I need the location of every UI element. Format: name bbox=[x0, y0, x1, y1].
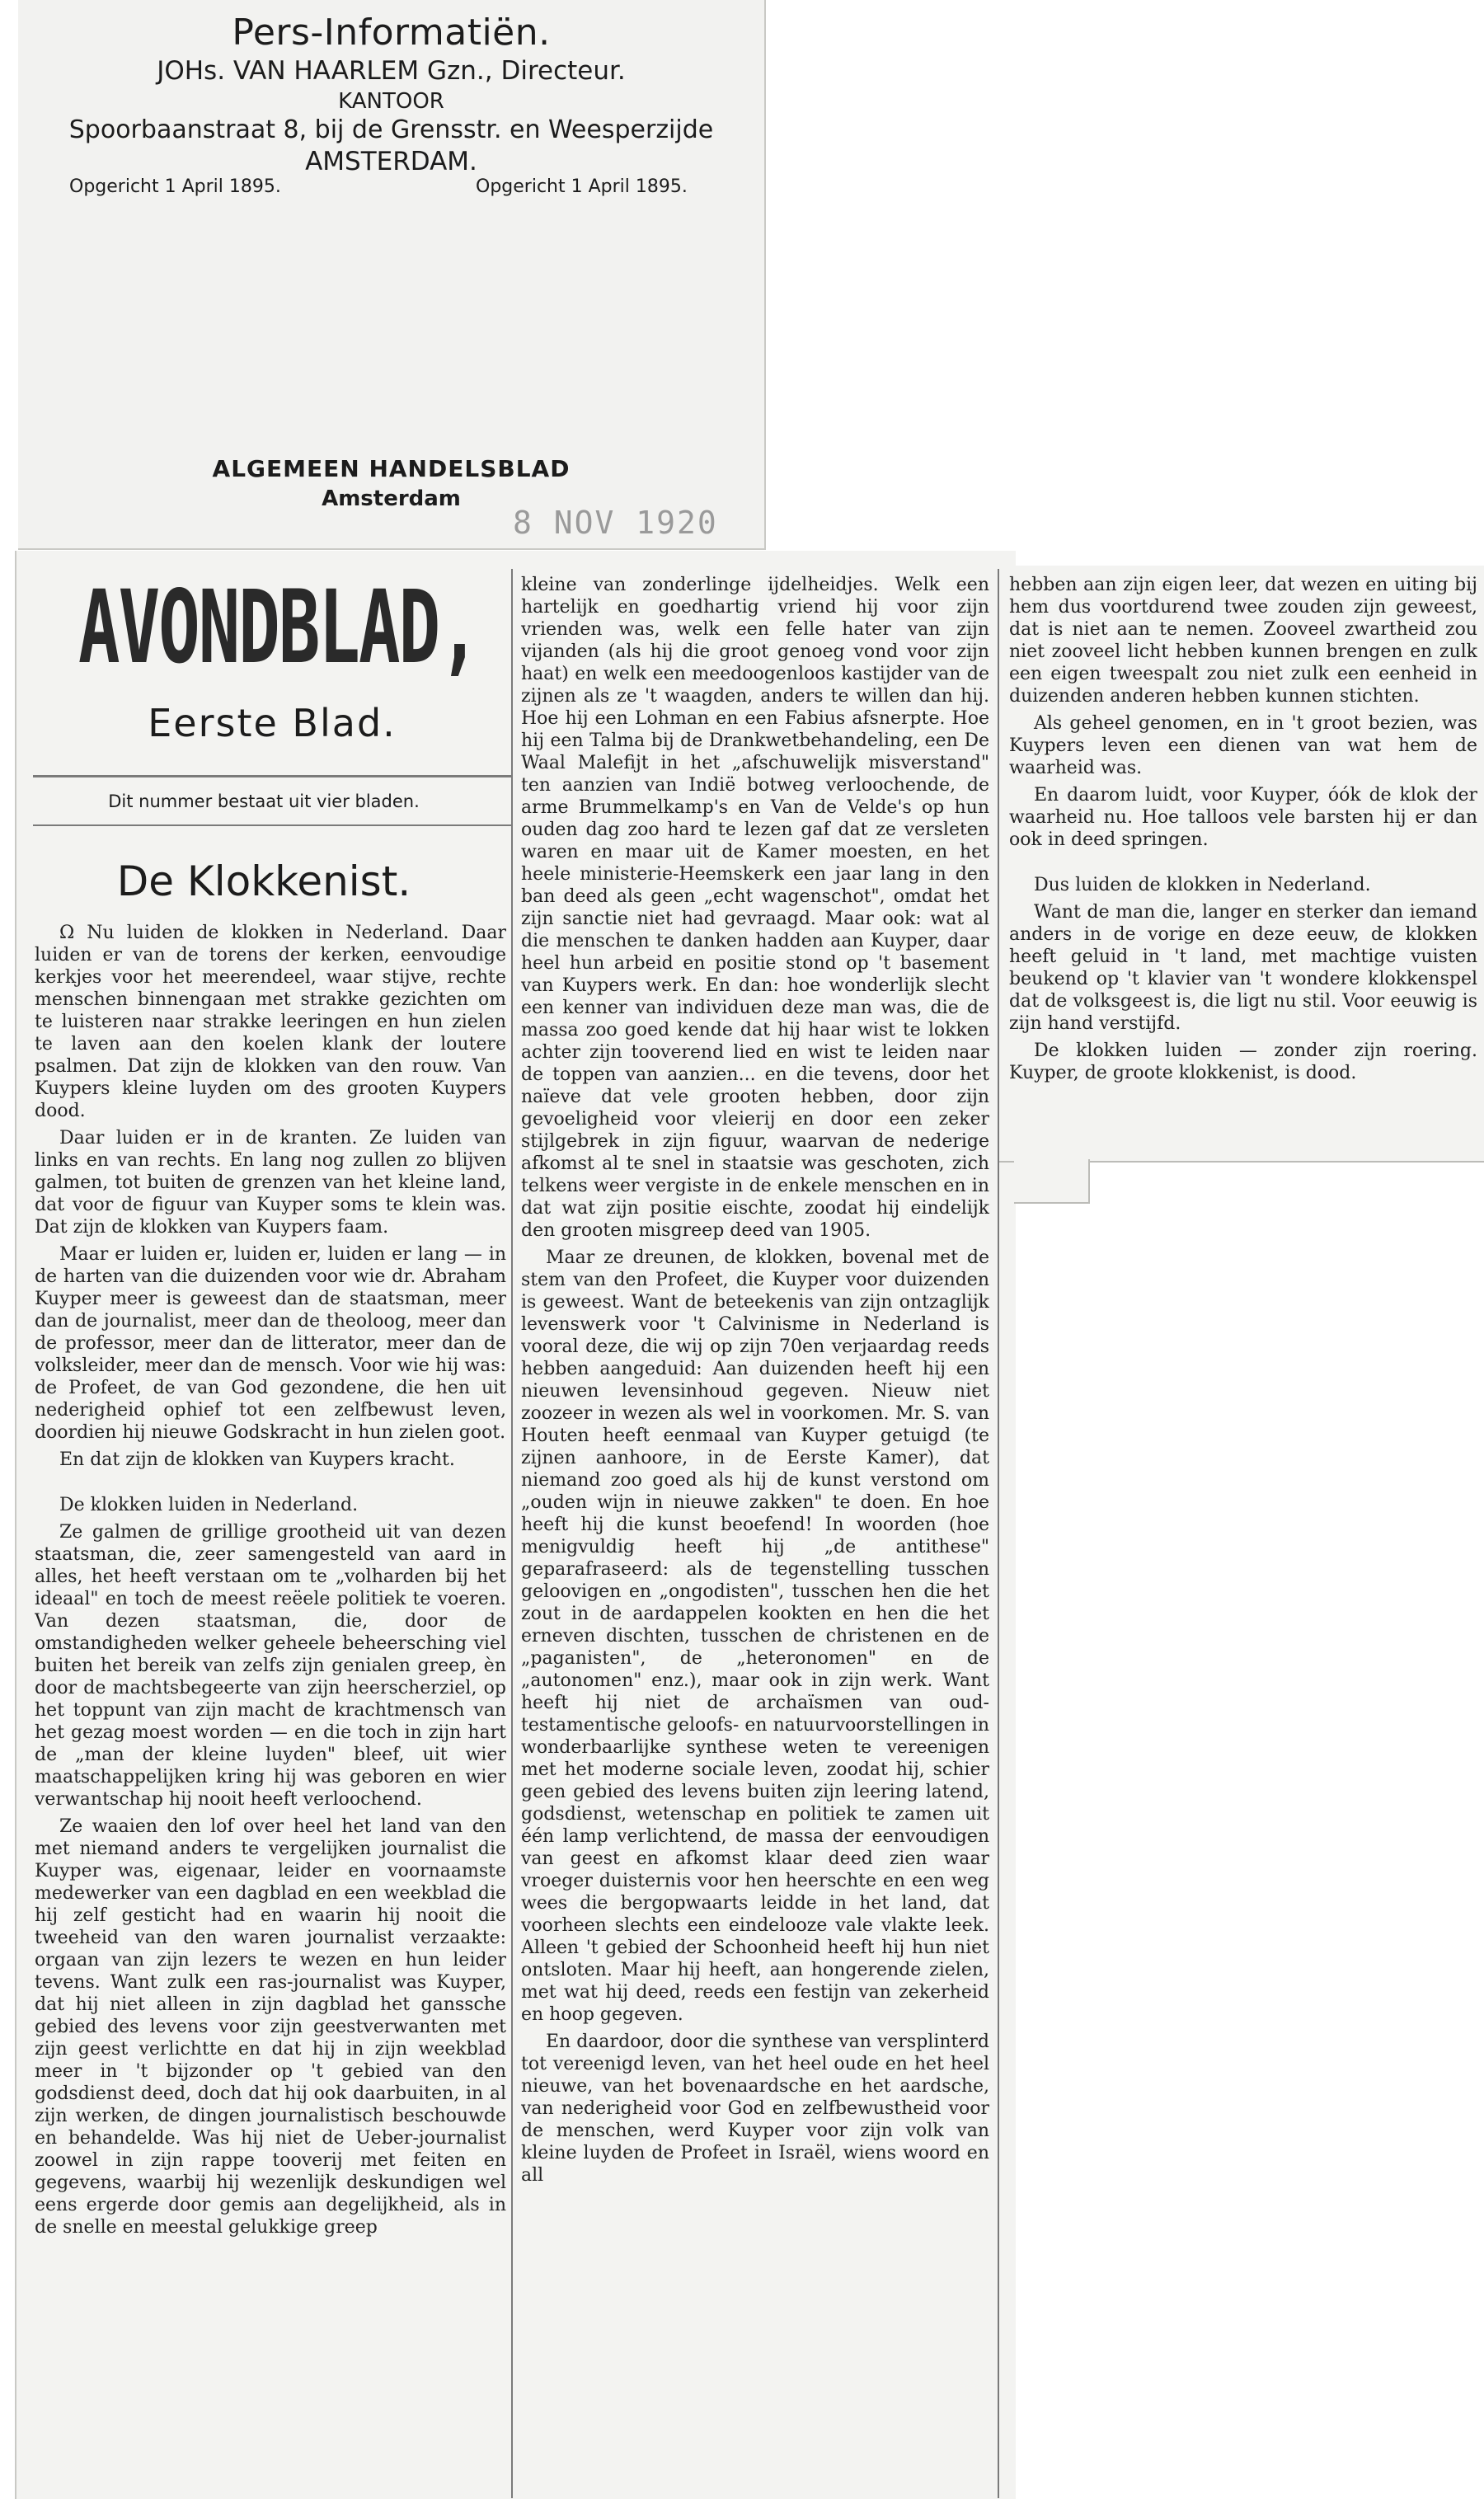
paragraph: hebben aan zijn eigen leer, dat wezen en uiting bij hem dus voortdurend twee zouden zijn geweest, dat is niet aan te nemen. Zooveel zwartheid zou niet zooveel licht hebben kunnen brengen en zulk een eigen tweespalt zou niet zulk een eenheid in duizenden anderen hebben kunnen stichten. bbox=[1009, 575, 1477, 707]
article-column-2 bbox=[521, 574, 989, 2497]
agency-director: JOHs. VAN HAARLEM Gzn., Directeur. bbox=[157, 56, 626, 86]
paragraph: Daar luiden er in de kranten. Ze luiden van links en van rechts. En lang nog zullen zo blijven galmen, tot buiten de grenzen van het kleine land, dat voor de figuur van Kuyper soms te klein was. Dat zijn de klokken van Kuypers faam. bbox=[35, 1128, 506, 1238]
agency-city: AMSTERDAM. bbox=[305, 147, 477, 176]
paragraph: Want de man die, langer en sterker dan iemand anders in de vorige en deze eeuw, de klokken heeft geluid in 't land, met machtige vuisten beukend op 't klavier van 't wondere klokkenspel dat de volksgeest is, die ligt nu stil. Voor eeuwig is zijn hand verstijfd. bbox=[1009, 902, 1477, 1034]
edition-label: Eerste Blad. bbox=[148, 701, 397, 745]
masthead-rule-bottom bbox=[33, 824, 511, 826]
article-column-1 bbox=[35, 922, 506, 2497]
paragraph: Ze galmen de grillige grootheid uit van dezen staatsman, die, zeer samengesteld van aard in alles, het heeft verstaan om te „volharden bij het ideaal" en toch de meest reëele politiek te voeren. Van dezen staatsman, die, door de omstandigheden welker geheele beheersching viel buiten het bereik van zelfs zijn genialen greep, èn door de machtsbegeerte van zijn heerscherziel, op het toppunt van zijn macht de krachtmensch van het gezag moest worden — en die toch in zijn hart de „man der kleine luyden" bleef, uit wier maatschappelijken kring hij was geboren en wier verwantschap hij nooit heeft verloochend. bbox=[35, 1522, 506, 1810]
paragraph: En daardoor, door die synthese van versplinterd tot vereenigd leven, van het heel oude en het heel nieuwe, van het bovenaardsche en het aardsche, van nederigheid voor God en zelfbewustheid voor de menschen, werd Kuyper voor zijn volk van kleine luyden de Profeet in Israël, wiens woord en all bbox=[521, 2032, 989, 2186]
paragraph: Als geheel genomen, en in 't groot bezien, was Kuypers leven een dienen van wat hem de waarheid was. bbox=[1009, 713, 1477, 778]
date-stamp: 8 NOV 1920 bbox=[513, 505, 718, 541]
paragraph: Maar er luiden er, luiden er, luiden er lang — in de harten van die duizenden voor wie dr. Abraham Kuyper meer is geweest dan de staatsman, meer dan de journalist, meer dan de theoloog, meer dan de professor, meer dan de litterator, meer dan de volksleider, meer dan de mensch. Voor wie hij was: de Profeet, de van God gezondene, die hen uit nederigheid ophief tot een zelfbewust leven, doordien hij nieuwe Godskracht in hun zielen goot. bbox=[35, 1244, 506, 1443]
paragraph: En daarom luidt, voor Kuyper, óók de klok der waarheid nu. Hoe talloos vele barsten hij er dan ook in deed springen. bbox=[1009, 785, 1477, 850]
column-divider-1 bbox=[511, 569, 513, 2498]
source-newspaper: ALGEMEEN HANDELSBLAD bbox=[212, 455, 571, 482]
paragraph: De klokken luiden — zonder zijn roering. Kuyper, de groote klokkenist, is dood. bbox=[1009, 1040, 1477, 1083]
agency-address: Spoorbaanstraat 8, bij de Grensstr. en Weesperzijde bbox=[68, 115, 714, 144]
source-city: Amsterdam bbox=[322, 486, 461, 511]
paragraph: Ze waaien den lof over heel het land van den met niemand anders te vergelijken journalist die Kuyper was, eigenaar, leider en voornaamste medewerker van een dagblad en een weekblad die hij zelf gesticht had en waarin hij nooit die tweeheid van den waren journalist verzaakte: orgaan van zijn lezers te wezen en hun leider tevens. Want zulk een ras-journalist was Kuyper, dat hij niet alleen in zijn dagblad het ganssche gebied des levens voor zijn geestverwanten met zijn geest verlichtte en dat hij in zijn weekblad meer in 't bijzonder op 't gebied van den godsdienst deed, doch dat hij ook daarbuiten, in al zijn werken, de dingen journalistisch beschouwde en behandelde. Was hij niet de Ueber-journalist zoowel in zijn rappe tooverij met feiten en gegevens, waarbij hij wezenlijk deskundigen wel eens ergerde door gemis aan degelijkheid, als in de snelle en meestal gelukkige greep bbox=[35, 1816, 506, 2238]
issue-note: Dit nummer bestaat uit vier bladen. bbox=[108, 792, 420, 811]
article-headline: De Klokkenist. bbox=[116, 857, 411, 905]
paragraph: Ω Nu luiden de klokken in Nederland. Daar luiden er van de torens der kerken, eenvoudige kerkjes voor het meerendeel, waar stijve, rechte menschen binnengaan met strakke gezichten om te luisteren naar strakke leeringen en hun zielen te laven aan den koelen klank der loutere psalmen. Dat zijn de klokken van den rouw. Van Kuypers kleine luyden om des grooten Kuypers dood. bbox=[35, 923, 506, 1121]
paragraph: Dus luiden de klokken in Nederland. bbox=[1034, 875, 1371, 895]
paragraph: kleine van zonderlinge ijdelheidjes. Welk een hartelijk en goedhartig vriend hij voor zijn vrienden was, welk een felle hater van zijn vijanden (als hij die groot genoeg vond voor zijn haat) en welk een meedoogenloos kastijder van de zijnen als ze 't waagden, anders te willen dan hij. Hoe hij een Lohman en een Fabius afsnerpte. Hoe hij een Talma bij de Drankwetbehandeling, een De Waal Malefijt in het „afschuwelijk misverstand" ten aanzien van Indië botweg verloochende, de arme Brummelkamp's en Van de Velde's op hun ouden dag zoo hard te lezen gaf dat ze versleten waren en maar uit de Kamer moesten, en het heele ministerie-Heemskerk een jaar lang in den ban deed als geen „echt wagenschot", omdat het zijn sanctie niet had gevraagd. Maar ook: wat al die menschen te danken hadden aan Kuyper, daar heel hun arbeid en positie stond op 't basement van Kuypers werk. En dan: hoe wonderlijk slecht een kenner van individuen deze man was, die de massa zoo goed kende dat hij haar wist te lokken achter zijn tooverend lied en wist te leiden naar de toppen van aanzien... en die tevens, door het naïeve dat vele grooten hebben, door zijn gevoeligheid voor vleierij en door een zeker stijlgebrek in zijn figuur, waarvan de nederige afkomst al te snel in staatsie was geschoten, zich telkens weer vergiste in de enkele menschen en in dat wat zijn positie eischte, zoodat hij eindelijk den grooten misgreep deed van 1905. bbox=[521, 575, 989, 1241]
founded-date-left: Opgericht 1 April 1895. bbox=[69, 176, 281, 197]
masthead-title: AVONDBLAD, bbox=[78, 569, 479, 687]
article-column-3 bbox=[1009, 574, 1477, 1151]
paragraph: En dat zijn de klokken van Kuypers kracht. bbox=[59, 1449, 455, 1470]
clipping-torn-edge bbox=[1014, 1159, 1090, 1204]
column-divider-2 bbox=[998, 569, 999, 2498]
masthead-rule-top bbox=[33, 775, 511, 777]
press-agency-slip bbox=[18, 0, 766, 550]
agency-name: Pers-Informatiën. bbox=[232, 12, 551, 54]
agency-office-label: KANTOOR bbox=[338, 89, 444, 114]
paragraph: Maar ze dreunen, de klokken, bovenal met de stem van den Profeet, die Kuyper voor duizenden is geweest. Want de beteekenis van zijn ontzaglijk levenswerk voor 't Calvinisme in Nederland is vooral deze, die wij op zijn 70en verjaardag reeds hebben aangeduid: Aan duizenden heeft hij een nieuwen levensinhoud gegeven. Nieuw niet zoozeer in wezen als wel in voorkomen. Mr. S. van Houten heeft eenmaal van Kuyper getuigd (te zijnen aanhoore, in de Eerste Kamer), dat niemand zoo goed als hij de kunst verstond om „ouden wijn in nieuwe zakken" te doen. En hoe heeft hij die kunst beoefend! In woorden (hoe menigvuldig heeft hij „de antithese" geparafraseerd: als de tegenstelling tusschen geloovigen en „ongodisten", tusschen hen die het zout in de aardappelen kookten en hen die het erneven dischten, tusschen de christenen en de „paganisten", de „heteronomen" en de „autonomen" enz.), maar ook in zijn werk. Want heeft hij niet de archaïsmen van oud-testamentische geloofs- en natuurvoorstellingen in wonderbaarlijke synthese weten te vereenigen met het moderne sociale leven, zoodat hij, schier geen gebied des levens buiten zijn leering latend, godsdienst, wetenschap en politiek te zamen uit één lamp verlichtend, de massa der eenvoudigen van geest en afkomst klaar deed zien waar vroeger duisternis voor hen heerschte en een weg wees die bergopwaarts leidde in het land, dat voorheen slechts een eindelooze vale vlakte leek. Alleen 't gebied der Schoonheid heeft hij hun niet ontsloten. Maar hij heeft, aan hongerende zielen, met wat hij deed, reeds een festijn van zekerheid en hoop gegeven. bbox=[521, 1247, 989, 2025]
paragraph: De klokken luiden in Nederland. bbox=[59, 1495, 359, 1515]
founded-date-right: Opgericht 1 April 1895. bbox=[476, 176, 688, 197]
